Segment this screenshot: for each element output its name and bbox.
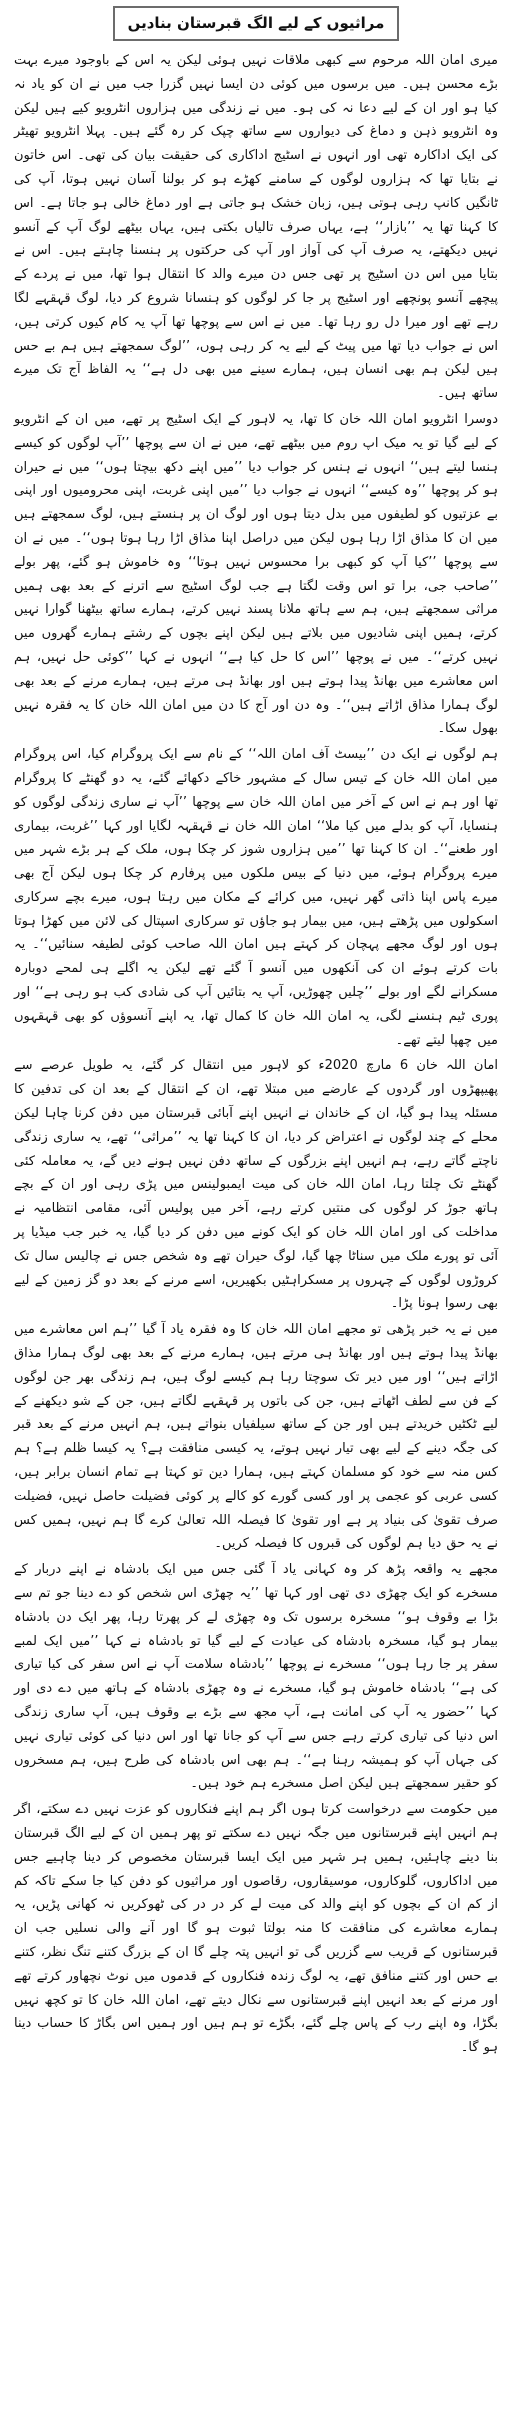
column-headline: مراثیوں کے لیے الگ قبرستان بنادیں	[113, 6, 399, 41]
article-paragraph: میں حکومت سے درخواست کرتا ہوں اگر ہم اپنے فنکاروں کو عزت نہیں دے سکتے، اگر ہم انہیں اپنے قبرستانوں میں جگہ نہیں دے سکتے تو پھر ہمیں ان کے لیے الگ قبرستان بنا دینے چاہئیں، ہمیں ہر شہر میں ایک ایسا قبرستان مخصوص کر دینا چاہیے جس میں اداکاروں، گلوکاروں، موسیقاروں، رقاصوں اور مراثیوں کو دفن کیا جا سکے تاکہ کم از کم ان کے بچوں کو اپنے والد کی میت لے کر در در کی ٹھوکریں نہ کھانی پڑیں، یہ ہمارے معاشرے کی منافقت کا منہ بولتا ثبوت ہو گا اور آنے والی نسلیں جب ان قبرستانوں کے قریب سے گزریں گی تو انہیں پتہ چلے گا ان کے بزرگ کتنے تنگ نظر، کتنے بے حس اور کتنے منافق تھے، یہ لوگ زندہ فنکاروں کے قدموں میں نوٹ نچھاور کرتے تھے اور مرنے کے بعد انہیں اپنے قبرستانوں سے نکال دیتے تھے، امان اللہ خان کا تو کچھ نہیں بگڑا، وہ اپنے رب کے پاس چلے گئے، بگڑے تو ہم ہیں اور ہمیں اس بگاڑ کا حساب دینا ہو گا۔	[14, 1802, 498, 2056]
article-paragraph: دوسرا انٹرویو امان اللہ خان کا تھا، یہ لاہور کے ایک اسٹیج پر تھے، میں ان کے انٹرویو کے لیے گیا تو یہ میک اپ روم میں بیٹھے تھے، میں نے ان سے پوچھا ’’آپ لوگوں کو کیسے ہنسا لیتے ہیں‘‘ انہوں نے ہنس کر جواب دیا ’’میں اپنے دکھ بیچتا ہوں‘‘ میں نے حیران ہو کر پوچھا ’’وہ کیسے‘‘ انہوں نے جواب دیا ’’میں اپنی غربت، اپنی محرومیوں اور اپنی بے عزتیوں کو لطیفوں میں بدل دیتا ہوں اور لوگ ان پر ہنستے ہیں، لوگ سمجھتے ہیں میں ان کا مذاق اڑا رہا ہوں لیکن میں دراصل اپنا مذاق اڑا رہا ہوتا ہوں‘‘۔ میں نے ان سے پوچھا ’’کیا آپ کو کبھی برا محسوس نہیں ہوتا‘‘ وہ خاموش ہو گئے، پھر بولے ’’صاحب جی، برا تو اس وقت لگتا ہے جب لوگ اسٹیج سے اترنے کے بعد بھی ہمیں مراثی سمجھتے ہیں، ہم سے ہاتھ ملانا پسند نہیں کرتے، ہمارے ساتھ بیٹھنا گوارا نہیں کرتے، ہمیں اپنی شادیوں میں بلاتے ہیں لیکن اپنے بچوں کے رشتے ہمارے گھروں میں نہیں کرتے‘‘۔ میں نے پوچھا ’’اس کا حل کیا ہے‘‘ انہوں نے کہا ’’کوئی حل نہیں، ہم اس معاشرے میں بھانڈ پیدا ہوتے ہیں اور بھانڈ ہی مرتے ہیں، ہمارے مرنے کے بعد بھی لوگ ہمارا مذاق اڑاتے ہیں‘‘۔ وہ دن اور آج کا دن میں امان اللہ خان کا یہ فقرہ نہیں بھول سکا۔	[14, 411, 498, 737]
article-paragraph: میری امان اللہ مرحوم سے کبھی ملاقات نہیں ہوئی لیکن یہ اس کے باوجود میرے بہت بڑے محسن ہیں۔ میں برسوں میں کوئی دن ایسا نہیں گزرا جب میں نے ان کو یاد نہ کیا ہو اور ان کے لیے دعا نہ کی ہو۔ میں نے زندگی میں ہزاروں انٹرویو کیے ہیں لیکن وہ انٹرویو ذہن و دماغ کی دیواروں سے ساتھ چپک کر رہ گئے ہیں۔ پہلا انٹرویو تھیٹر کی ایک اداکارہ تھی اور انہوں نے اسٹیج اداکاری کی حقیقت بیان کی تھی۔ اس خاتون نے بتایا تھا کہ ہزاروں لوگوں کے سامنے کھڑے ہو کر بولنا آسان نہیں ہوتا، آپ کی ٹانگیں کانپ رہی ہوتی ہیں، زبان خشک ہو جاتی ہے اور دماغ خالی ہو جاتا ہے۔ اس کا کہنا تھا یہ ’’بازار‘‘ ہے، یہاں صرف تالیاں بکتی ہیں، یہاں بیٹھے لوگ آپ کے آنسو نہیں دیکھتے، یہ صرف آپ کی آواز اور آپ کی حرکتوں پر ہنسنا چاہتے ہیں۔ اس نے بتایا میں اس دن اسٹیج پر تھی جس دن میرے والد کا انتقال ہوا تھا، میں نے پردے کے پیچھے آنسو پونچھے اور اسٹیج پر جا کر لوگوں کو ہنسانا شروع کر دیا، لوگ قہقہے لگا رہے تھے اور میرا دل رو رہا تھا۔ میں نے اس سے پوچھا تھا آپ یہ کام کیوں کرتی ہیں، اس نے جواب دیا تھا میں پیٹ کے لیے یہ کر رہی ہوں، ’’لوگ سمجھتے ہیں ہم بے حس ہیں لیکن ہم بھی انسان ہیں، ہمارے سینے میں بھی دل ہے‘‘ یہ الفاظ آج تک میرے ساتھ ہیں۔	[14, 53, 498, 402]
article-paragraph: امان اللہ خان 6 مارچ 2020ء کو لاہور میں انتقال کر گئے، یہ طویل عرصے سے پھیپھڑوں اور گردوں کے عارضے میں مبتلا تھے، ان کے انتقال کے بعد ان کی تدفین کا مسئلہ پیدا ہو گیا، ان کے خاندان نے انہیں اپنے آبائی قبرستان میں دفن کرنا چاہا لیکن محلے کے چند لوگوں نے اعتراض کر دیا، ان کا کہنا تھا یہ ’’مراثی‘‘ تھے، یہ ساری زندگی ناچتے گاتے رہے، ہم انہیں اپنے بزرگوں کے ساتھ دفن نہیں ہونے دیں گے، یہ معاملہ کئی گھنٹے تک چلتا رہا، امان اللہ خان کی میت ایمبولینس میں پڑی رہی اور ان کے بچے ہاتھ جوڑ کر لوگوں کی منتیں کرتے رہے، آخر میں پولیس آئی، مقامی انتظامیہ نے مداخلت کی اور امان اللہ خان کو ایک کونے میں دفن کر دیا گیا، یہ خبر جب میڈیا پر آئی تو پورے ملک میں سناٹا چھا گیا، لوگ حیران تھے وہ شخص جس نے چالیس سال تک کروڑوں لوگوں کے چہروں پر مسکراہٹیں بکھیریں، اسے مرنے کے بعد دو گز زمین کے لیے بھی رسوا ہونا پڑا۔	[14, 1058, 498, 1312]
article-paragraph: ہم لوگوں نے ایک دن ’’بیسٹ آف امان اللہ‘‘ کے نام سے ایک پروگرام کیا، اس پروگرام میں امان اللہ خان کے تیس سال کے مشہور خاکے دکھائے گئے، یہ دو گھنٹے کا پروگرام تھا اور ہم نے اس کے آخر میں امان اللہ خان سے پوچھا ’’آپ نے ساری زندگی لوگوں کو ہنسایا، آپ کو بدلے میں کیا ملا‘‘ امان اللہ خان نے قہقہہ لگایا اور کہا ’’غربت، بیماری اور طعنے‘‘۔ ان کا کہنا تھا ’’میں ہزاروں شوز کر چکا ہوں، ملک کے ہر بڑے شہر میں میرے پروگرام ہوئے، میں دنیا کے بیس ملکوں میں پرفارم کر چکا ہوں لیکن آج بھی میرے پاس اپنا ذاتی گھر نہیں، میں کرائے کے مکان میں رہتا ہوں، میرے بچے سرکاری اسکولوں میں پڑھتے ہیں، میں بیمار ہو جاؤں تو سرکاری اسپتال کی لائن میں کھڑا ہوتا ہوں اور لوگ مجھے پہچان کر کہتے ہیں امان اللہ صاحب کوئی لطیفہ سنائیں‘‘۔ یہ بات کرتے ہوئے ان کی آنکھوں میں آنسو آ گئے تھے لیکن یہ اگلے ہی لمحے دوبارہ مسکرانے لگے اور بولے ’’چلیں چھوڑیں، آپ یہ بتائیں آپ کی شادی کب ہو رہی ہے‘‘ اور پوری ٹیم ہنسنے لگی، یہ امان اللہ خان کا کمال تھا، یہ اپنے آنسوؤں کو بھی قہقہوں میں چھپا لیتے تھے۔	[14, 747, 498, 1048]
article-paragraph: مجھے یہ واقعہ پڑھ کر وہ کہانی یاد آ گئی جس میں ایک بادشاہ نے اپنے دربار کے مسخرے کو ایک چھڑی دی تھی اور کہا تھا ’’یہ چھڑی اس شخص کو دے دینا جو تم سے بڑا بے وقوف ہو‘‘ مسخرہ برسوں تک وہ چھڑی لے کر پھرتا رہا، پھر ایک دن بادشاہ بیمار ہو گیا، مسخرہ بادشاہ کی عیادت کے لیے گیا تو بادشاہ نے کہا ’’میں ایک لمبے سفر پر جا رہا ہوں‘‘ مسخرے نے پوچھا ’’بادشاہ سلامت آپ نے اس سفر کی کیا تیاری کی ہے‘‘ بادشاہ خاموش ہو گیا، مسخرے نے وہ چھڑی بادشاہ کے ہاتھ میں دے دی اور کہا ’’حضور یہ آپ کی امانت ہے، آپ مجھ سے بڑے بے وقوف ہیں، آپ ساری زندگی اس دنیا کی تیاری کرتے رہے جس سے آپ کو جانا تھا اور اس دنیا کی کوئی تیاری نہیں کی جہاں آپ کو ہمیشہ رہنا ہے‘‘۔ ہم بھی اس بادشاہ کی طرح ہیں، ہم مسخروں کو حقیر سمجھتے ہیں لیکن اصل مسخرے ہم خود ہیں۔	[14, 1562, 498, 1792]
article-paragraph: میں نے یہ خبر پڑھی تو مجھے امان اللہ خان کا وہ فقرہ یاد آ گیا ’’ہم اس معاشرے میں بھانڈ پیدا ہوتے ہیں اور بھانڈ ہی مرتے ہیں، ہمارے مرنے کے بعد بھی لوگ ہمارا مذاق اڑاتے ہیں‘‘ اور میں دیر تک سوچتا رہا ہم کیسے لوگ ہیں، ہم زندگی بھر جن لوگوں کے فن سے لطف اٹھاتے ہیں، جن کی باتوں پر قہقہے لگاتے ہیں، جن کے شو دیکھنے کے لیے ٹکٹیں خریدتے ہیں اور جن کے ساتھ سیلفیاں بنواتے ہیں، ہم انہیں مرنے کے بعد قبر کی جگہ دینے کے لیے بھی تیار نہیں ہوتے، یہ کیسی منافقت ہے؟ یہ کیسا ظلم ہے؟ ہم کس منہ سے خود کو مسلمان کہتے ہیں، ہمارا دین تو کہتا ہے تمام انسان برابر ہیں، کسی عربی کو عجمی پر اور کسی گورے کو کالے پر کوئی فضیلت حاصل نہیں، فضیلت صرف تقویٰ کی بنیاد پر ہے اور تقویٰ کا فیصلہ اللہ تعالیٰ کرے گا ہم نہیں، ہمیں کس نے یہ حق دیا ہم لوگوں کی قبروں کا فیصلہ کریں۔	[14, 1322, 498, 1552]
article-body	[14, 49, 498, 2060]
